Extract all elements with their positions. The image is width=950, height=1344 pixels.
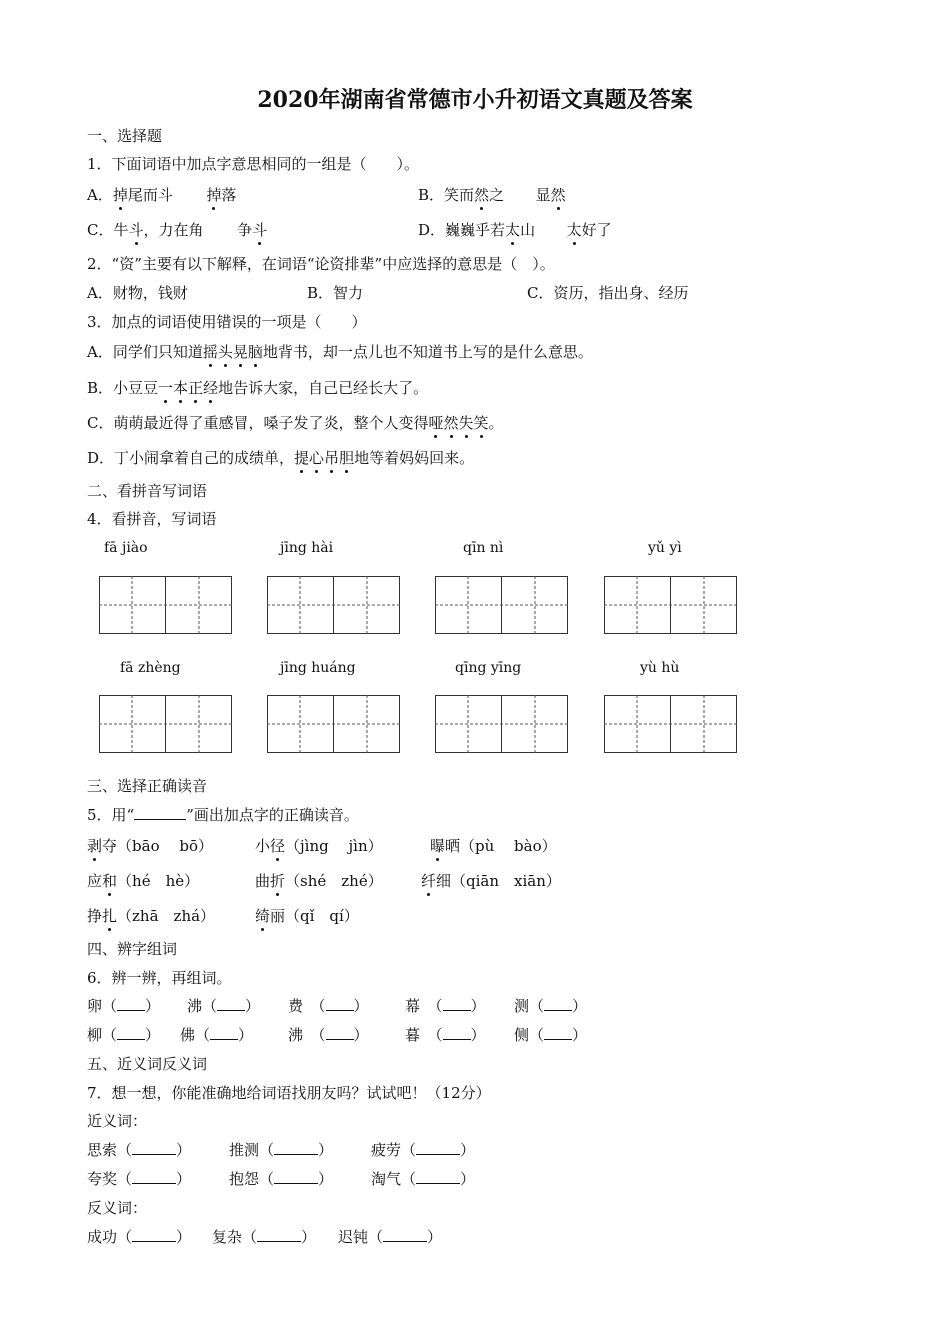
dotted-char: 心 xyxy=(309,449,325,467)
pinyin-7: qīng yīng xyxy=(455,660,522,676)
pinyin-6: jīng huáng xyxy=(280,660,356,676)
dotted-char: 哑 xyxy=(428,414,444,432)
q5-item-6: 纤细（qiān xiān） xyxy=(421,872,561,890)
dotted-char: 胆 xyxy=(339,449,355,467)
writing-grid[interactable] xyxy=(267,576,400,634)
writing-grid[interactable] xyxy=(99,576,232,634)
q6-item: 测（ ） xyxy=(514,997,588,1015)
q5-item-3: 曝晒（pù bào） xyxy=(430,837,557,855)
pinyin-8: yù hù xyxy=(640,660,680,676)
writing-grid[interactable] xyxy=(604,576,737,634)
page-title: 2020年湖南省常德市小升初语文真题及答案 xyxy=(257,87,693,113)
q5-item-2: 小径（jìng jìn） xyxy=(255,837,383,855)
synonym-label: 近义词： xyxy=(87,1112,148,1130)
dotted-char: 失 xyxy=(458,414,474,432)
synonym-item: 淘气（ ） xyxy=(371,1170,476,1188)
dotted-phrase xyxy=(203,343,263,361)
q2-stem: 2．“资”主要有以下解释，在词语“论资排辈”中应选择的意思是（ ）。 xyxy=(87,255,555,273)
q2-option-b: B．智力 xyxy=(307,284,364,302)
q5-item-7: 挣扎（zhā zhá） xyxy=(87,907,216,925)
q6-item: 沸（ ） xyxy=(187,997,261,1015)
section-4-heading: 四、辨字组词 xyxy=(87,940,178,958)
writing-grid[interactable] xyxy=(99,695,232,753)
dotted-char: 晃 xyxy=(232,343,248,361)
q6-item: 沸 （ ） xyxy=(288,1026,369,1044)
dotted-char: 提 xyxy=(294,449,310,467)
section-5-heading: 五、近义词反义词 xyxy=(87,1055,208,1073)
q5-stem: 5．用“ ”画出加点字的正确读音。 xyxy=(87,806,359,824)
dotted-char: 本 xyxy=(173,379,189,397)
q5-item-4: 应和（hé hè） xyxy=(87,872,200,890)
dotted-char: 经 xyxy=(203,379,219,397)
dotted-char: 吊 xyxy=(324,449,340,467)
pinyin-3: qīn nì xyxy=(463,540,504,556)
dotted-phrase xyxy=(428,414,488,432)
q2-option-c: C．资历，指出身、经历 xyxy=(527,284,689,302)
section-2-heading: 二、看拼音写词语 xyxy=(87,482,208,500)
antonym-label: 反义词： xyxy=(87,1199,148,1217)
dotted-phrase xyxy=(294,449,354,467)
q4-stem: 4．看拼音，写词语 xyxy=(87,510,217,528)
q1-option-c: C．牛斗，力在角 争斗 xyxy=(87,221,268,239)
dotted-char: 正 xyxy=(188,379,204,397)
synonym-item: 思索（ ） xyxy=(87,1141,192,1159)
section-3-heading: 三、选择正确读音 xyxy=(87,777,208,795)
dotted-char: 一 xyxy=(158,379,174,397)
q3-option-d: D．丁小闹拿着自己的成绩单，提心吊胆地等着妈妈回来。 xyxy=(87,449,475,467)
synonym-item: 疲劳（ ） xyxy=(371,1141,476,1159)
q6-stem: 6．辨一辨，再组词。 xyxy=(87,969,232,987)
q2-option-a: A．财物，钱财 xyxy=(87,284,188,302)
q6-item: 侧（ ） xyxy=(514,1026,588,1044)
synonym-item: 推测（ ） xyxy=(229,1141,334,1159)
antonym-item: 复杂（ ） xyxy=(212,1228,317,1246)
writing-grid[interactable] xyxy=(604,695,737,753)
pinyin-2: jīng hài xyxy=(280,540,334,556)
q1-stem: 1．下面词语中加点字意思相同的一组是（ ）。 xyxy=(87,155,420,173)
q7-stem: 7．想一想，你能准确地给词语找朋友吗？试试吧！（12分） xyxy=(87,1084,491,1102)
q5-item-1: 剥夺（bāo bō） xyxy=(87,837,214,855)
synonym-item: 夸奖（ ） xyxy=(87,1170,192,1188)
q6-item: 费 （ ） xyxy=(288,997,369,1015)
q6-item: 幕 （ ） xyxy=(405,997,486,1015)
pinyin-4: yǔ yì xyxy=(648,540,682,556)
dotted-char: 摇 xyxy=(202,343,218,361)
q5-item-5: 曲折（shé zhé） xyxy=(255,872,383,890)
writing-grid[interactable] xyxy=(267,695,400,753)
section-1-heading: 一、选择题 xyxy=(87,127,163,145)
q3-option-c: C．萌萌最近得了重感冒，嗓子发了炎，整个人变得哑然失笑。 xyxy=(87,414,504,432)
dotted-char: 笑 xyxy=(473,414,489,432)
q3-stem: 3．加点的词语使用错误的一项是（ ） xyxy=(87,313,367,331)
antonym-item: 迟钝（ ） xyxy=(338,1228,443,1246)
dotted-phrase xyxy=(158,379,218,397)
dotted-char: 然 xyxy=(443,414,459,432)
q6-item: 卵（ ） xyxy=(87,997,161,1015)
dotted-char: 脑 xyxy=(247,343,263,361)
q5-item-8: 绮丽（qǐ qí） xyxy=(255,907,359,925)
q1-option-a: A．掉尾而斗 掉落 xyxy=(87,186,237,204)
q6-item: 佛（ ） xyxy=(180,1026,254,1044)
synonym-item: 抱怨（ ） xyxy=(229,1170,334,1188)
q6-item: 柳（ ） xyxy=(87,1026,161,1044)
q3-option-b: B．小豆豆一本正经地告诉大家，自己已经长大了。 xyxy=(87,379,429,397)
q1-option-d: D．巍巍乎若太山 太好了 xyxy=(418,221,612,239)
pinyin-1: fā jiào xyxy=(104,540,148,556)
q3-option-a: A．同学们只知道摇头晃脑地背书，却一点儿也不知道书上写的是什么意思。 xyxy=(87,343,593,361)
antonym-item: 成功（ ） xyxy=(87,1228,192,1246)
q6-item: 暮 （ ） xyxy=(405,1026,486,1044)
pinyin-5: fā zhèng xyxy=(120,660,181,676)
writing-grid[interactable] xyxy=(435,576,568,634)
dotted-char: 头 xyxy=(217,343,233,361)
q1-option-b: B．笑而然之 显然 xyxy=(418,186,566,204)
writing-grid[interactable] xyxy=(435,695,568,753)
